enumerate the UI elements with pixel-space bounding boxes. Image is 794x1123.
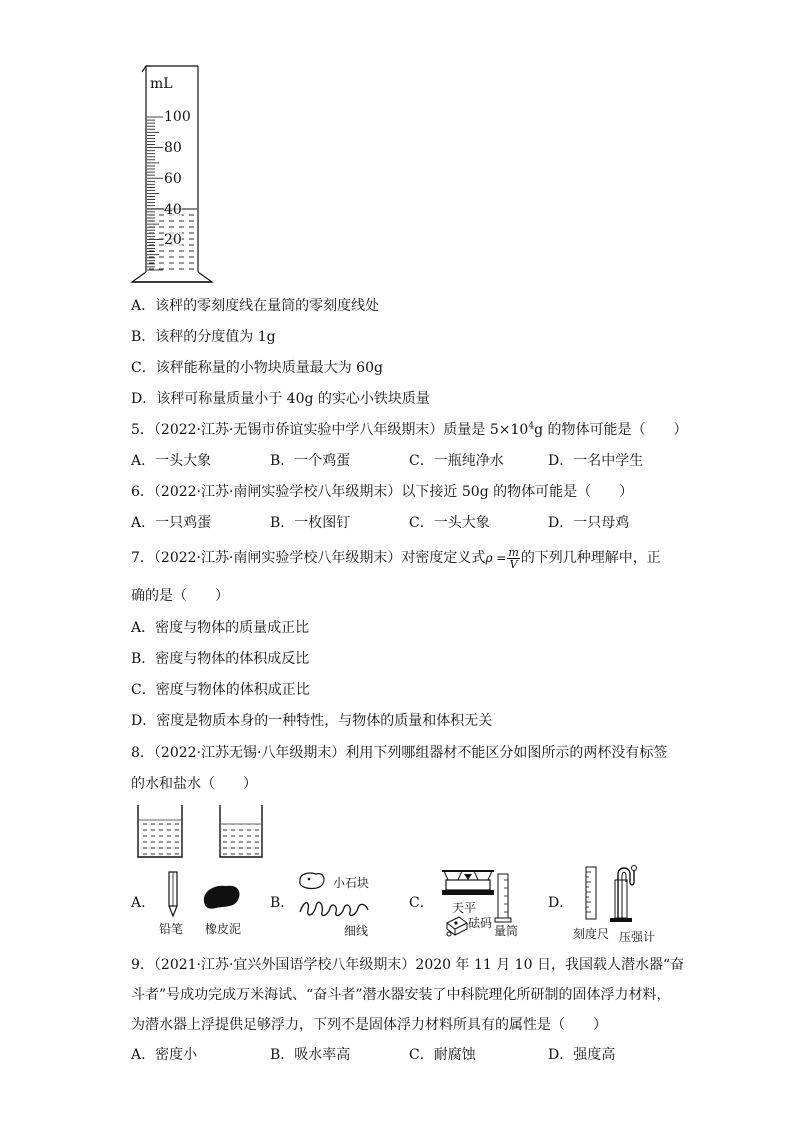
cylinder-tick-label: 20 — [164, 232, 182, 248]
cylinder-unit-label: mL — [150, 76, 173, 92]
q4-option-c: C．该秤能称量的小物块质量最大为 60g — [131, 360, 383, 376]
cylinder-tick-label: 40 — [164, 202, 182, 218]
stone-label: 小石块 — [333, 876, 370, 890]
clay-icon — [200, 880, 244, 912]
balance-label: 天平 — [452, 901, 477, 915]
cylinder-label: 量筒 — [494, 924, 519, 938]
cylinder-tick-label: 80 — [164, 140, 182, 156]
q9-stem-cont2: 为潜水器上浮提供足够浮力，下列不是固体浮力材料所具有的属性是（ ） — [131, 1017, 607, 1033]
q4-option-d: D．该秤可称量质量小于 40g 的实心小铁块质量 — [131, 391, 430, 407]
thread-icon — [298, 898, 370, 920]
q7-stem: 7．（2022·江苏·南闸实验学校八年级期末）对密度定义式ρ = $\frac{m}{V}$ 的下列几种理解中，正 — [131, 545, 661, 571]
q5-option-a: A．一头大象 — [131, 453, 212, 469]
q7-option-a: A．密度与物体的质量成正比 — [131, 620, 310, 636]
q9-option-c: C．耐腐蚀 — [409, 1047, 476, 1063]
q6-option-b: B．一枚图钉 — [270, 515, 351, 531]
pressure-gauge-icon — [606, 862, 646, 926]
q4-option-b: B．该秤的分度值为 1g — [131, 329, 276, 345]
cylinder-tick-label: 100 — [164, 109, 191, 125]
q7-stem-cont: 确的是（ ） — [131, 588, 229, 604]
thread-label: 细线 — [344, 924, 369, 938]
q5-stem: 5．（2022·江苏·无锡市侨谊实验中学八年级期末）质量是 $5\times 10^4g$ 的物体可能是（ ） — [131, 421, 688, 438]
q9-option-d: D．强度高 — [548, 1047, 616, 1063]
q6-stem: 6．（2022·江苏·南闸实验学校八年级期末）以下接近 50g 的物体可能是（ ） — [131, 484, 634, 500]
ruler-label: 刻度尺 — [573, 927, 610, 941]
two-beakers-figure — [134, 803, 269, 861]
weights-label: 砝码 — [468, 916, 493, 930]
q8-option-c: C． — [409, 895, 434, 911]
measuring-cylinder-icon — [494, 872, 514, 924]
cylinder-tick-label: 60 — [164, 171, 182, 187]
pencil-label: 铅笔 — [159, 922, 184, 936]
clay-label: 橡皮泥 — [205, 922, 242, 936]
density-fraction: $\frac{m}{V}$ — [508, 545, 519, 571]
q9-stem: 9．（2021·江苏·宜兴外国语学校八年级期末）2020 年 11 月 10 日，我国载人潜水器“奋 — [131, 957, 685, 973]
q7-option-c: C．密度与物体的体积成正比 — [131, 682, 310, 698]
balance-icon — [438, 868, 498, 898]
q5-option-c: C．一瓶纯净水 — [409, 453, 504, 469]
q8-stem: 8．（2022·江苏无锡·八年级期末）利用下列哪组器材不能区分如图所示的两杯没有标签 — [131, 745, 668, 761]
q6-option-a: A．一只鸡蛋 — [131, 515, 212, 531]
q7-option-b: B．密度与物体的体积成反比 — [131, 651, 310, 667]
pencil-icon — [166, 870, 180, 918]
q6-option-d: D．一只母鸡 — [548, 515, 630, 531]
q8-option-a: A． — [131, 895, 156, 911]
q6-option-c: C．一头大象 — [409, 515, 490, 531]
q9-stem-cont1: 斗者”号成功完成万米海试、“奋斗者”潜水器安装了中科院理化所研制的固体浮力材料， — [131, 987, 671, 1003]
q7-option-d: D．密度是物质本身的一种特性，与物体的质量和体积无关 — [131, 713, 493, 729]
ruler-icon — [583, 866, 599, 922]
gauge-label: 压强计 — [619, 930, 656, 944]
weights-box-icon — [444, 913, 470, 937]
q9-option-a: A．密度小 — [131, 1047, 198, 1063]
q8-stem-cont: 的水和盐水（ ） — [131, 776, 257, 792]
q9-option-b: B．吸水率高 — [270, 1047, 351, 1063]
q8-option-d: D． — [548, 895, 574, 911]
q4-option-a: A．该秤的零刻度线在量筒的零刻度线处 — [131, 298, 380, 314]
q5-option-d: D．一名中学生 — [548, 453, 644, 469]
q5-option-b: B．一个鸡蛋 — [270, 453, 351, 469]
q8-option-b: B． — [270, 895, 295, 911]
stone-icon — [296, 870, 328, 892]
